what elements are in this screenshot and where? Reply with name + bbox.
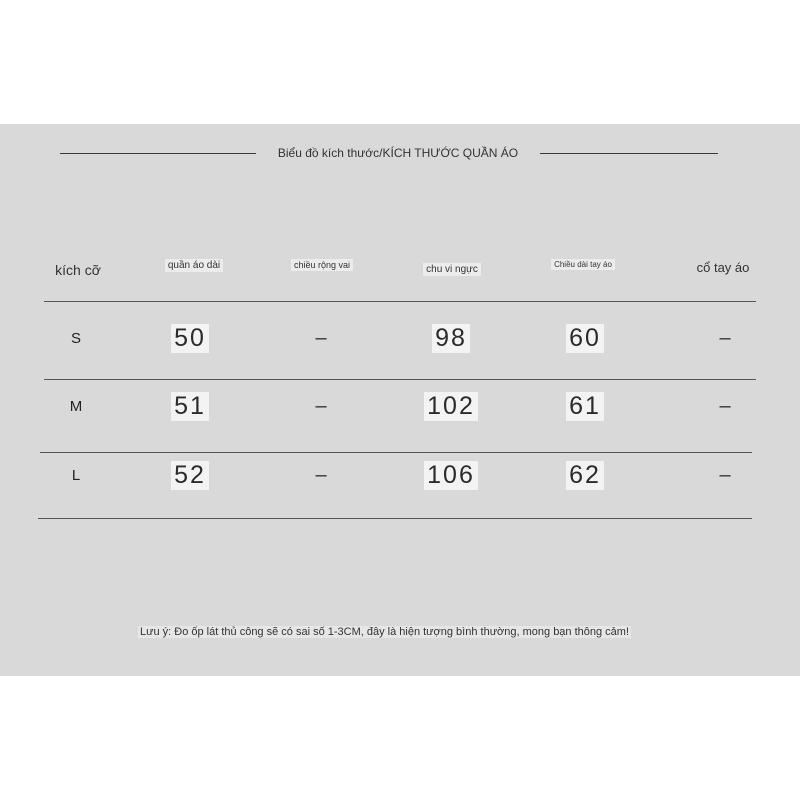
header-shoulder: chiều rộng vai — [280, 260, 364, 270]
header-chest: chu vi ngực — [410, 264, 494, 275]
shoulder-cell: – — [315, 463, 327, 486]
chest-cell: 106 — [406, 452, 496, 498]
cuff-cell: – — [719, 394, 731, 417]
row-divider — [44, 379, 756, 380]
table-bottom-rule — [38, 518, 752, 519]
chest-cell: 98 — [406, 315, 496, 361]
size-cell: S — [70, 329, 81, 347]
cuff-cell: – — [719, 463, 731, 486]
sleeve-cell: 62 — [548, 452, 622, 498]
length-cell: 50 — [150, 315, 230, 361]
cuff-cell: – — [719, 326, 731, 349]
chart-title-bar — [60, 144, 720, 164]
sleeve-cell: 60 — [548, 315, 622, 361]
title-divider-right — [540, 153, 718, 154]
chest-cell: 102 — [406, 383, 496, 429]
table-row — [0, 315, 800, 361]
measurement-note: Lưu ý: Đo ốp lát thủ công sẽ có sai số 1-3CM, đây là hiện tượng bình thường, mong bạn thông cảm! — [140, 626, 630, 638]
header-length: quần áo dài — [150, 260, 238, 271]
size-cell: M — [69, 397, 83, 415]
header-size: kích cỡ — [55, 262, 101, 278]
length-cell: 51 — [150, 383, 230, 429]
header-sleeve: Chiều dài tay áo — [540, 260, 626, 269]
header-divider — [44, 301, 756, 302]
length-cell: 52 — [150, 452, 230, 498]
size-cell: L — [71, 466, 81, 484]
table-row — [0, 383, 800, 429]
table-row — [0, 452, 800, 498]
header-cuff: cổ tay áo — [696, 260, 750, 275]
shoulder-cell: – — [315, 394, 327, 417]
chart-title: Biểu đồ kích thước/KÍCH THƯỚC QUẦN ÁO — [260, 146, 536, 160]
title-divider-left — [60, 153, 256, 154]
shoulder-cell: – — [315, 326, 327, 349]
size-chart-panel — [0, 124, 800, 676]
sleeve-cell: 61 — [548, 383, 622, 429]
